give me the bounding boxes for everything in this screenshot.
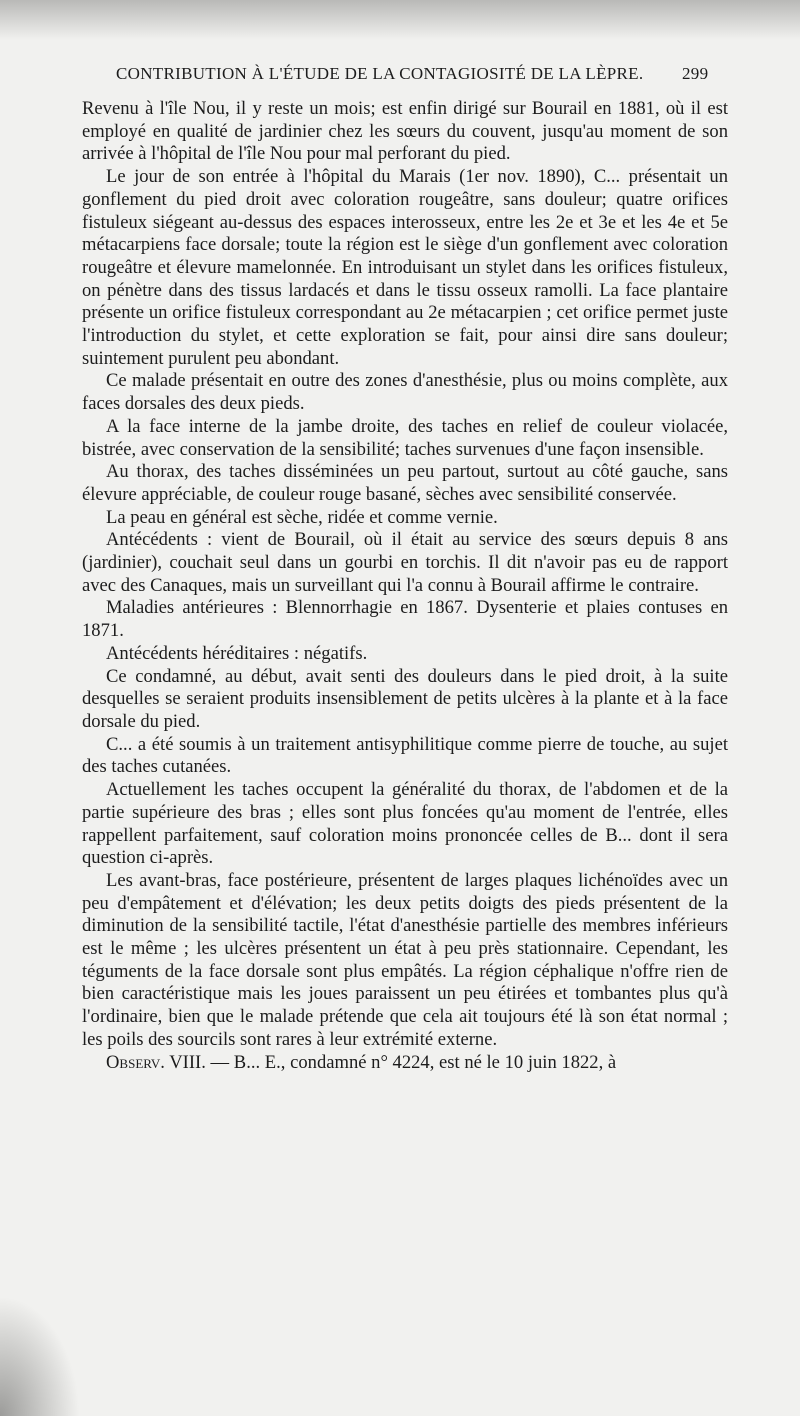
paragraph: Les avant-bras, face postérieure, présentent de larges plaques lichénoïdes avec un peu d'empâtement et d'élévation; les deux petits doigts des pieds présentent de la diminution de la sensibilité tactile, l'état d'anesthésie partielle des membres inférieurs est le même ; les ulcères présentent un état à peu près stationnaire. Cependant, les téguments de la face dorsale sont plus empâtés. La région céphalique n'offre rien de bien caractéristique mais les joues paraissent un peu étirées et tombantes plus qu'à l'ordinaire, bien que le malade prétende que cela ait toujours été là son état normal ; les poils des sourcils sont rares à leur extrémité externe. xyxy=(82,869,728,1050)
paragraph: Ce condamné, au début, avait senti des douleurs dans le pied droit, à la suite desquelles se seraient produits insensiblement de petits ulcères à la plante et à la face dorsale du pied. xyxy=(82,665,728,732)
paragraph: Revenu à l'île Nou, il y reste un mois; est enfin dirigé sur Bourail en 1881, où il est employé en qualité de jardinier chez les sœurs du couvent, jusqu'au moment de son arrivée à l'hôpital de l'île Nou pour mal perforant du pied. xyxy=(82,98,728,165)
paragraph: Actuellement les taches occupent la généralité du thorax, de l'abdomen et de la partie supérieure des bras ; elles sont plus foncées qu'au moment de l'entrée, elles rappellent parfaitement, sauf coloration moins prononcée celles de B... dont il sera question ci-après. xyxy=(82,779,728,869)
observation-label: Observ. VIII. xyxy=(106,1051,206,1073)
paragraph: Au thorax, des taches disséminées un peu partout, surtout au côté gauche, sans élevure appréciable, de couleur rouge basané, sèches avec sensibilité conservée. xyxy=(82,461,728,505)
observation-paragraph xyxy=(82,1052,728,1075)
paragraph: A la face interne de la jambe droite, des taches en relief de couleur violacée, bistrée, avec conservation de la sensibilité; taches survenues d'une façon insensible. xyxy=(82,415,728,460)
paragraph: C... a été soumis à un traitement antisyphilitique comme pierre de touche, au sujet des taches cutanées. xyxy=(82,733,728,778)
running-title: CONTRIBUTION À L'ÉTUDE DE LA CONTAGIOSITÉ DE LA LÈPRE. xyxy=(116,64,644,83)
paragraph: Le jour de son entrée à l'hôpital du Marais (1er nov. 1890), C... présentait un gonflement du pied droit avec coloration rougeâtre, sans douleur; quatre orifices fistuleux siégeant au-dessus des espaces interosseux, entre les 2e et 3e et les 4e et 5e métacarpiens face dorsale; toute la région est le siège d'un gonflement avec coloration rougeâtre et élevure mamelonnée. En introduisant un stylet dans les orifices fistuleux, on pénètre dans des tissus lardacés et dans le tissu osseux ramolli. La face plantaire présente un orifice fistuleux correspondant au 2e métacarpien ; cet orifice permet juste l'introduction du stylet, et cette exploration se fait, pour ainsi dire sans douleur; suintement purulent peu abondant. xyxy=(82,166,728,369)
paragraph: Antécédents : vient de Bourail, où il était au service des sœurs depuis 8 ans (jardinier), couchait seul dans un gourbi en torchis. Il dit n'avoir pas eu de rapport avec des Canaques, mais un surveillant qui l'a connu à Bourail affirme le contraire. xyxy=(82,529,728,596)
paragraph: Ce malade présentait en outre des zones d'anesthésie, plus ou moins complète, aux faces dorsales des deux pieds. xyxy=(82,370,728,415)
paragraph: La peau en général est sèche, ridée et comme vernie. xyxy=(106,506,498,528)
observation-text: — B... E., condamné n° 4224, est né le 10 juin 1822, à xyxy=(205,1051,617,1073)
paragraph: Maladies antérieures : Blennorrhagie en 1867. Dysenterie et plaies contuses en 1871. xyxy=(82,597,728,642)
paragraph: Antécédents héréditaires : négatifs. xyxy=(106,642,368,664)
page-number: 299 xyxy=(682,64,709,83)
body-text xyxy=(82,98,728,1074)
